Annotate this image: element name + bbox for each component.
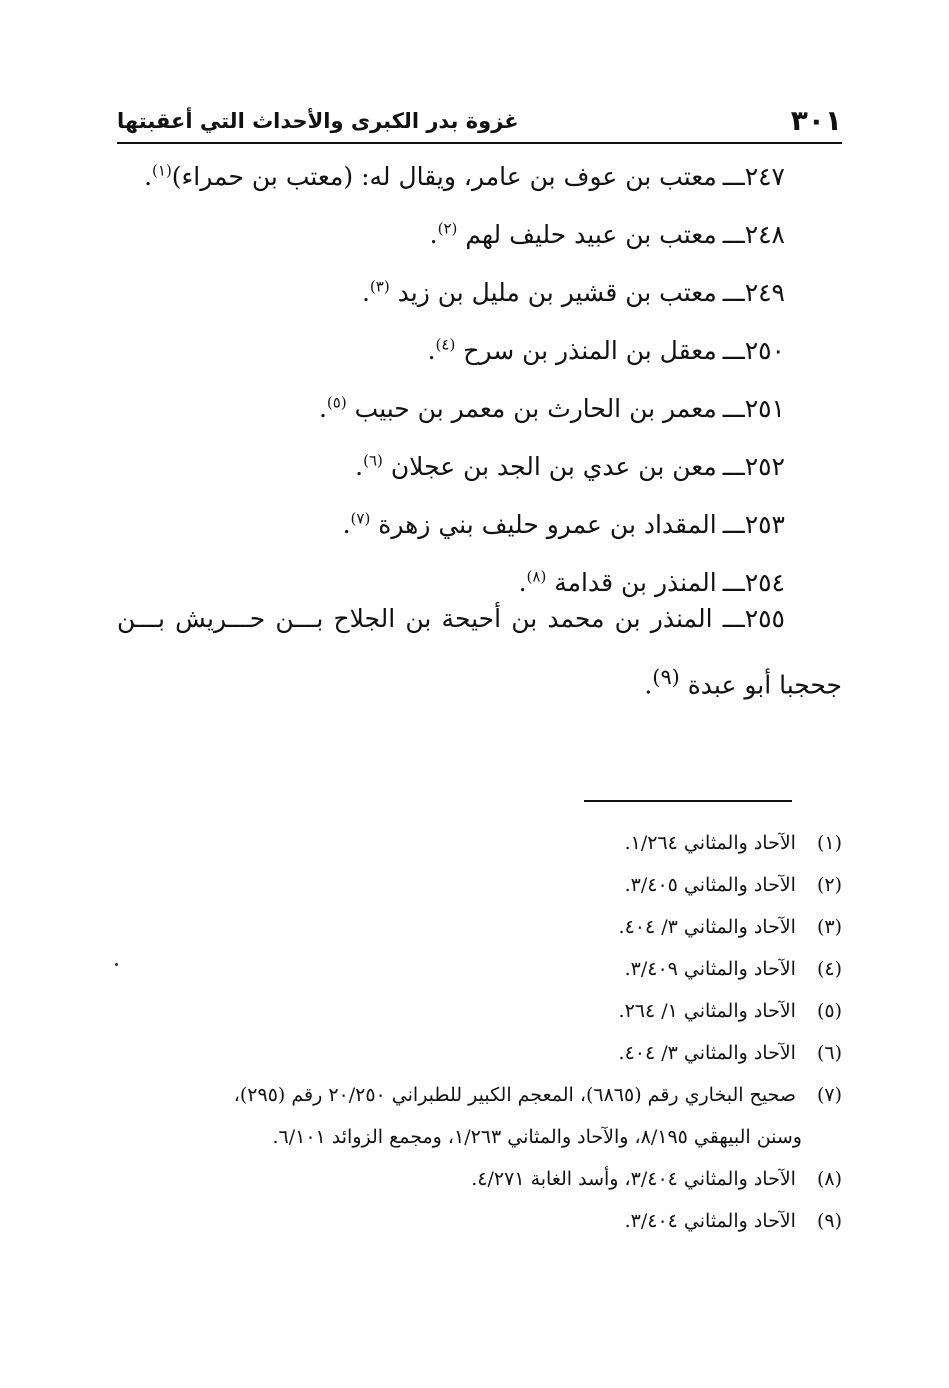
footnote-text: الآحاد والمثاني ٣/ ٤٠٤.	[618, 1042, 796, 1064]
footnote	[117, 948, 842, 990]
footnote	[117, 1032, 842, 1074]
entry-number: ٢٤٨ـــ	[722, 220, 785, 249]
entry-number: ٢٤٧ـــ	[722, 162, 785, 191]
entry-text: المنذر بن قدامة	[546, 568, 717, 597]
entry-text: معمر بن الحارث بن معمر بن حبيب	[346, 394, 717, 423]
footnotes	[117, 822, 842, 1242]
entry-255-line2	[117, 648, 842, 706]
footnote-ref[interactable]: (٣)	[369, 277, 390, 296]
footnote-text: الآحاد والمثاني ٣/ ٤٠٤.	[618, 916, 796, 938]
entry-end: .	[355, 452, 364, 481]
running-title: غزوة بدر الكبرى والأحداث التي أعقبتها	[117, 109, 519, 133]
footnote	[117, 864, 842, 906]
footnote	[117, 906, 842, 948]
footnote	[117, 1200, 842, 1242]
footnote-ref[interactable]: (٨)	[526, 567, 547, 586]
entry-text: المقداد بن عمرو حليف بني زهرة	[370, 510, 717, 539]
footnote	[117, 990, 842, 1032]
footnote-ref[interactable]: (٥)	[326, 393, 347, 412]
entry-end: .	[427, 336, 436, 365]
footnote-text: الآحاد والمثاني ١/٢٦٤.	[624, 832, 796, 854]
list-item	[117, 206, 785, 264]
footnote-text: الآحاد والمثاني ٣/٤٠٤، وأسد الغابة ٤/٢٧١.	[471, 1168, 796, 1190]
entry-text: معن بن عدي بن الجد بن عجلان	[382, 452, 717, 481]
footnote-number: (٦)	[816, 1042, 842, 1064]
footnote-ref[interactable]: (١)	[152, 161, 172, 180]
footnote-text: الآحاد والمثاني ٣/٤٠٩.	[624, 958, 796, 980]
footnote-text: الآحاد والمثاني ١/ ٢٦٤.	[618, 1000, 796, 1022]
entry-number: ٢٥٢ـــ	[722, 452, 785, 481]
list-item	[117, 264, 785, 322]
footnote-number: (٨)	[816, 1168, 842, 1190]
entry-number: ٢٥١ـــ	[722, 394, 785, 423]
footnote-text: الآحاد والمثاني ٣/٤٠٥.	[624, 874, 796, 896]
scan-speck	[115, 963, 118, 966]
footnote	[117, 822, 842, 864]
footnote-ref[interactable]: (٤)	[435, 335, 456, 354]
footnote	[117, 1158, 842, 1200]
entries-list	[117, 148, 785, 612]
footnote-ref[interactable]: (٢)	[437, 219, 458, 238]
entry-number: ٢٥٥ـــ	[722, 604, 785, 633]
entry-text: المنذر بن محمد بن أحيحة بن الجلاح بـــن حـــريش بـــن	[117, 604, 713, 633]
entry-end: .	[429, 220, 438, 249]
list-item	[117, 496, 785, 554]
footnote-number: (٢)	[816, 874, 842, 896]
footnote-number: (٤)	[816, 958, 842, 980]
footnote	[117, 1074, 842, 1116]
entry-end: .	[644, 670, 653, 700]
entry-text: معتب بن قشير بن مليل بن زيد	[389, 278, 717, 307]
footnote-text: الآحاد والمثاني ٣/٤٠٤.	[624, 1210, 796, 1232]
entry-number: ٢٥٠ـــ	[722, 336, 785, 365]
entry-text: معتب بن عوف بن عامر، ويقال له: (معتب بن حمراء)	[171, 162, 717, 191]
footnote-number: (٣)	[816, 916, 842, 938]
entry-end: .	[342, 510, 351, 539]
entry-text: معتب بن عبيد حليف لهم	[457, 220, 717, 249]
footnote-number: (٩)	[816, 1210, 842, 1232]
entry-number: ٢٥٤ـــ	[722, 568, 785, 597]
footnote-text: صحيح البخاري رقم (٦٨٦٥)، المعجم الكبير للطبراني ٢٠/٢٥٠ رقم (٢٩٥)،	[233, 1084, 796, 1106]
entry-255-line1	[117, 590, 842, 648]
footnote-number: (٧)	[816, 1084, 842, 1106]
page-number: ٣٠١	[790, 104, 842, 137]
list-item-255	[117, 590, 842, 706]
footnote-number: (١)	[816, 832, 842, 854]
footnote-rule	[584, 800, 792, 802]
entry-number: ٢٥٣ـــ	[722, 510, 785, 539]
entry-end: .	[361, 278, 370, 307]
entry-number: ٢٤٩ـــ	[722, 278, 785, 307]
entry-end: .	[318, 394, 327, 423]
entry-end: .	[518, 568, 527, 597]
footnote-number: (٥)	[816, 1000, 842, 1022]
list-item	[117, 148, 785, 206]
list-item	[117, 380, 785, 438]
footnote-continuation: وسنن البيهقي ٨/١٩٥، والآحاد والمثاني ١/٢٦٣، ومجمع الزوائد ٦/١٠١.	[272, 1126, 802, 1148]
entry-text: جحجبا أبو عبدة	[679, 670, 842, 700]
page-header	[117, 104, 842, 142]
header-rule	[117, 142, 842, 144]
footnote-ref[interactable]: (٧)	[350, 509, 371, 528]
footnote-ref[interactable]: (٩)	[652, 665, 680, 689]
footnote-ref[interactable]: (٦)	[363, 451, 383, 470]
entry-end: .	[144, 162, 153, 191]
list-item	[117, 438, 785, 496]
entry-text: معقل بن المنذر بن سرح	[455, 336, 717, 365]
list-item	[117, 322, 785, 380]
